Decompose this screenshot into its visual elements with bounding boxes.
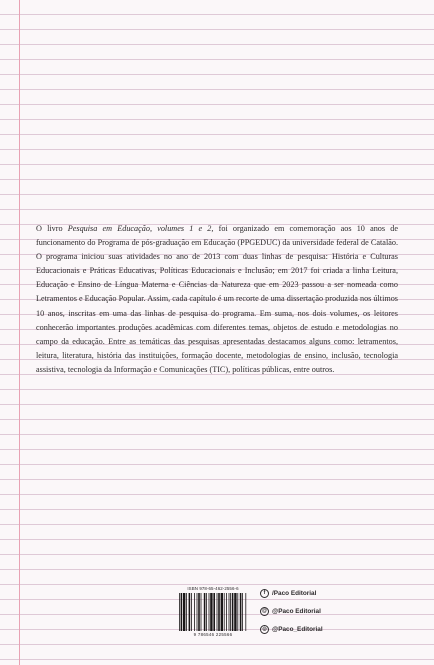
social-link-twitter[interactable] [260,606,380,616]
instagram-icon: ◎ [260,625,269,634]
at-icon: @ [260,607,269,616]
blurb-intro: O livro [36,224,68,233]
isbn-block [177,586,249,637]
social-link-facebook[interactable] [260,588,380,598]
social-links [260,588,380,642]
blurb-body: , foi organizado em comemoração aos 10 anos de funcionamento do Programa de pós-graduação em Educação (PPGEDUC) da universidade federal de Catalão. O programa iniciou suas atividades no ano de 2013 com duas linhas de pesquisa: História e Culturas Educacionais e Práticas Educativas, Políticas Educacionais e Inclusão; em 2017 foi criada a linha Leitura, Educação e Ensino de Língua Materna e Ciências da Natureza que em 2023 passou a ser nomeada como Letramentos e Educação Popular. Assim, cada capítulo é um recorte de uma dissertação produzida nos últimos 10 anos, inscritas em uma das linhas de pesquisa do programa. Em suma, nos dois volumes, os leitores conhecerão importantes produções acadêmicas com diferentes temas, objetos de estudo e metodologias no campo da educação. Entre as temáticas das pesquisas apresentadas destacamos alguns como: letramentos, leitura, literatura, história das instituições, formação docente, metodologias de ensino, inclusão, tecnologia assistiva, tecnologia da Informação e Comunicações (TIC), políticas públicas, entre outros. [36,224,398,374]
isbn-text: ISBN 978-65-462-2556-6 [187,586,239,591]
social-label-facebook: /Paco Editorial [272,589,317,597]
barcode [177,593,249,631]
back-cover-blurb [36,222,398,377]
book-title: Pesquisa em Educação, volumes 1 e 2 [67,224,212,233]
social-label-twitter: @Paco Editorial [272,607,321,615]
facebook-icon: f [260,589,269,598]
barcode-digits: 9 786546 225566 [193,632,233,637]
social-link-instagram[interactable] [260,624,380,634]
social-label-instagram: @Paco_Editorial [272,625,323,633]
